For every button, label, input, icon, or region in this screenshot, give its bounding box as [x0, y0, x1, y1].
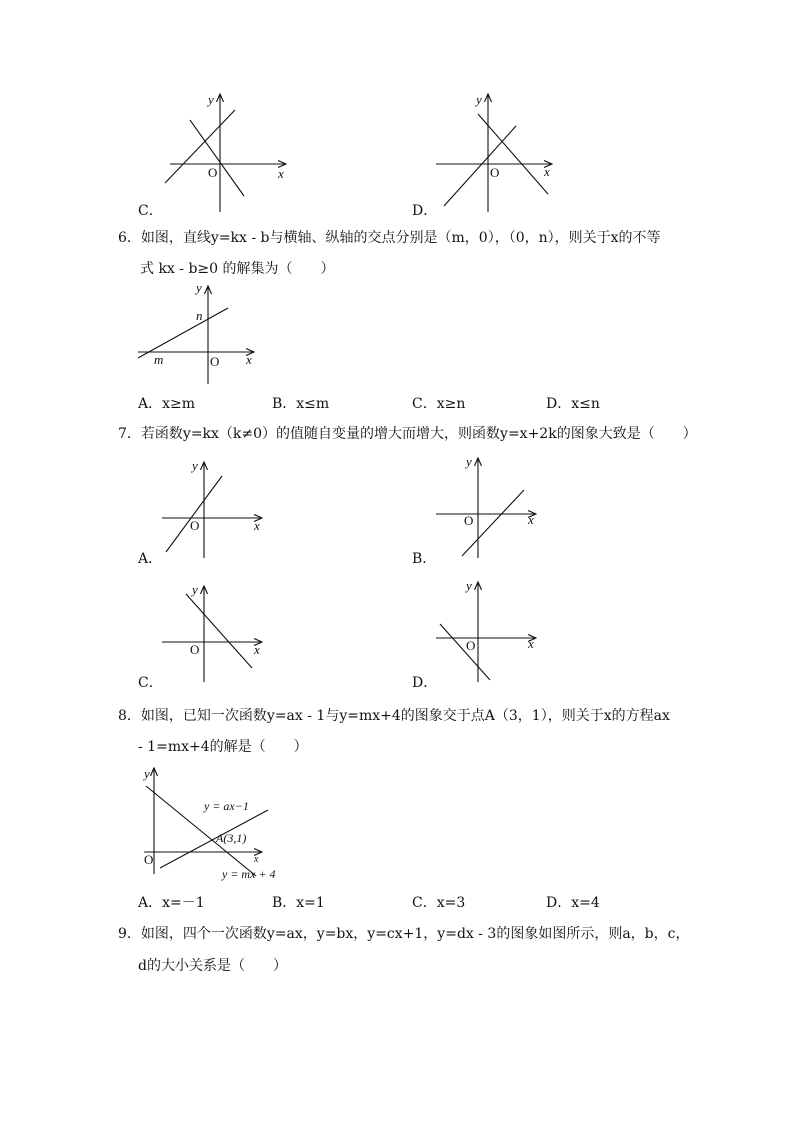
q9-stem-line2: d的大小关系是（ ） — [138, 958, 287, 974]
axis-label-x: x — [528, 636, 534, 651]
q8-option-c[interactable]: C．x=3 — [412, 895, 466, 911]
origin-label: O — [190, 518, 200, 533]
axis-label-y: y — [476, 92, 482, 107]
q5-option-d-graph — [430, 88, 570, 218]
q7-option-d-label[interactable]: D． — [412, 675, 438, 691]
q7-option-d-graph — [430, 576, 546, 684]
q7-option-a-label[interactable]: A． — [138, 551, 163, 567]
axis-label-y: y — [192, 458, 198, 473]
label-point-a: A(3,1) — [216, 831, 247, 845]
q7-option-a-graph — [156, 456, 272, 560]
label-line-m: y = mx + 4 — [222, 867, 276, 881]
origin-label: O — [144, 852, 154, 867]
q8-option-a[interactable]: A．x=－1 — [138, 895, 205, 911]
axis-label-x: x — [254, 642, 260, 657]
q5-option-c-label[interactable]: C． — [138, 203, 163, 219]
origin-label: O — [210, 354, 220, 369]
axis-label-x: x — [544, 164, 550, 179]
q6-option-c[interactable]: C．x≥n — [412, 396, 466, 412]
label-line-a: y = ax−1 — [204, 799, 249, 813]
q5-option-d-label[interactable]: D． — [412, 203, 438, 219]
q8-option-b[interactable]: B．x=1 — [272, 895, 325, 911]
axis-label-x: x — [254, 518, 260, 533]
q5-option-c-graph — [160, 88, 300, 218]
axis-label-x: x — [278, 166, 284, 181]
q8-stem-line1: 8．如图，已知一次函数y=ax - 1与y=mx+4的图象交于点A（3，1），则关于x的方程ax — [118, 708, 670, 724]
q8-stem-line2: - 1=mx+4的解是（ ） — [138, 739, 308, 755]
axis-label-x: x — [254, 854, 259, 865]
graph-line — [166, 476, 222, 552]
label-m: m — [154, 352, 164, 367]
line-ax-minus-1 — [160, 810, 268, 868]
q6-option-b[interactable]: B．x≤m — [272, 396, 330, 412]
q6-stem-line1: 6．如图，直线y=kx - b与横轴、纵轴的交点分别是（m，0），（0，n），则关于x的不等 — [118, 230, 661, 246]
axis-label-y: y — [144, 766, 150, 781]
q6-option-a[interactable]: A．x≥m — [138, 396, 196, 412]
axis-label-x: x — [246, 352, 252, 367]
axis-label-y: y — [466, 578, 472, 593]
q9-stem-line1: 9．如图，四个一次函数y=ax，y=bx，y=cx+1，y=dx - 3的图象如图所示，则a，b，c， — [118, 926, 690, 942]
q7-option-b-graph — [430, 452, 546, 560]
axis-label-y: y — [196, 280, 202, 295]
q6-graph — [132, 282, 262, 386]
q7-option-c-label[interactable]: C． — [138, 675, 163, 691]
origin-label: O — [208, 165, 218, 180]
q7-option-b-label[interactable]: B． — [412, 551, 437, 567]
graph-line — [190, 120, 244, 196]
origin-label: O — [464, 513, 474, 528]
q7-option-c-graph — [156, 580, 272, 684]
axis-label-y: y — [208, 92, 214, 107]
q8-option-d[interactable]: D．x=4 — [546, 895, 600, 911]
q6-option-d[interactable]: D．x≤n — [546, 396, 600, 412]
graph-line — [444, 126, 516, 206]
q7-stem-line1: 7．若函数y=kx（k≠0）的值随自变量的增大而增大，则函数y=x+2k的图象大致是（ ） — [118, 426, 697, 442]
origin-label: O — [466, 638, 476, 653]
graph-line — [138, 308, 228, 358]
origin-label: O — [490, 165, 500, 180]
q8-graph — [140, 764, 276, 888]
graph-line — [165, 110, 235, 183]
q6-stem-line2: 式 kx - b≥0 的解集为（ ） — [140, 261, 335, 277]
graph-line — [440, 624, 490, 680]
axis-label-y: y — [466, 454, 472, 469]
axis-label-x: x — [528, 512, 534, 527]
label-n: n — [196, 308, 203, 323]
origin-label: O — [190, 642, 200, 657]
axis-label-y: y — [192, 582, 198, 597]
